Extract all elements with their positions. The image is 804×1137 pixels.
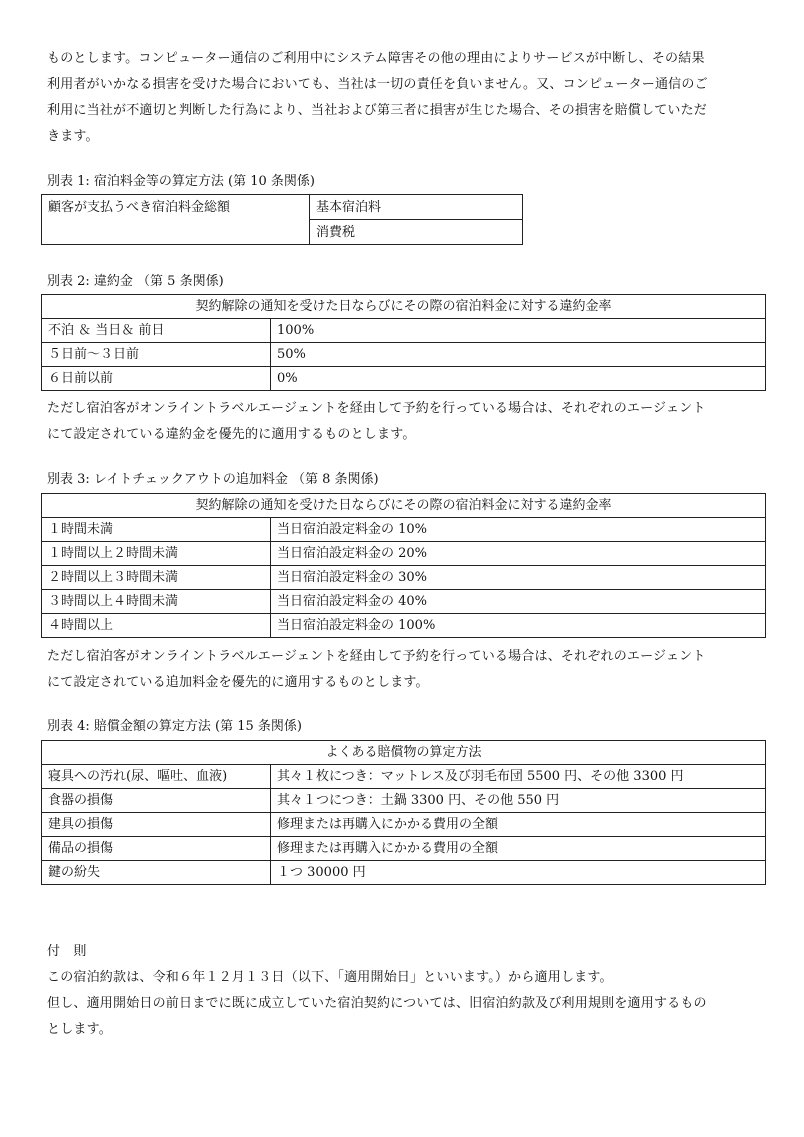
- table1-cell: 基本宿泊料: [310, 195, 523, 220]
- table4-label: 寝具への汚れ(尿、嘔吐、血液): [42, 765, 271, 789]
- table-row: [42, 319, 766, 343]
- table1-left-cell: 顧客が支払うべき宿泊料金総額: [42, 195, 310, 245]
- table-row: [42, 367, 766, 391]
- table2-value: 0%: [271, 367, 766, 391]
- table3-label: １時間未満: [42, 518, 271, 542]
- table3-label: １時間以上２時間未満: [42, 542, 271, 566]
- intro-line-3: 利用に当社が不適切と判断した行為により、当社および第三者に損害が生じた場合、その損害を賠償していただ: [47, 103, 708, 118]
- table2-caption: 別表 2: 違約金 （第 5 条関係): [47, 274, 224, 289]
- table2-label: 不泊 ＆ 当日＆ 前日: [42, 319, 271, 343]
- table2-value: 100%: [271, 319, 766, 343]
- table3-note-line-1: ただし宿泊客がオンライントラベルエージェントを経由して予約を行っている場合は、それぞれのエージェント: [47, 649, 706, 664]
- table4-value: 修理または再購入にかかる費用の全額: [271, 813, 766, 837]
- table4-value: 修理または再購入にかかる費用の全額: [271, 837, 766, 861]
- table-row: [42, 590, 766, 614]
- table4-label: 建具の損傷: [42, 813, 271, 837]
- table2-value: 50%: [271, 343, 766, 367]
- table4-header: よくある賠償物の算定方法: [42, 741, 766, 765]
- table3-label: ３時間以上４時間未満: [42, 590, 271, 614]
- intro-line-1: ものとします。コンピューター通信のご利用中にシステム障害その他の理由によりサービスが中断し、その結果: [47, 51, 705, 66]
- table-header-row: [42, 741, 766, 765]
- table4-label: 食器の損傷: [42, 789, 271, 813]
- table3-label: ２時間以上３時間未満: [42, 566, 271, 590]
- table2-label: ５日前～３日前: [42, 343, 271, 367]
- table-header-row: [42, 295, 766, 319]
- table3-caption: 別表 3: レイトチェックアウトの追加料金 （第 8 条関係): [47, 472, 379, 487]
- intro-line-2: 利用者がいかなる損害を受けた場合においても、当社は一切の責任を負いません。又、コンピューター通信のご: [47, 77, 708, 92]
- table4-value: 其々１つにつき：土鍋 3300 円、その他 550 円: [271, 789, 766, 813]
- table-row: [42, 542, 766, 566]
- table-header-row: [42, 494, 766, 518]
- supplement-heading: 付 則: [47, 944, 87, 959]
- table1-caption: 別表 1: 宿泊料金等の算定方法 (第 10 条関係): [47, 174, 315, 189]
- table-row: [42, 566, 766, 590]
- table-row: [42, 195, 523, 220]
- table-row: [42, 861, 766, 885]
- table3-value: 当日宿泊設定料金の 30%: [271, 566, 766, 590]
- table2: [41, 294, 766, 391]
- supplement-line-2: 但し、適用開始日の前日までに既に成立していた宿泊契約については、旧宿泊約款及び利用規則を適用するもの: [47, 996, 707, 1011]
- table1-cell: 消費税: [310, 220, 523, 245]
- table-row: [42, 837, 766, 861]
- table4-value: 其々１枚につき：マットレス及び羽毛布団 5500 円、その他 3300 円: [271, 765, 766, 789]
- table-row: [42, 813, 766, 837]
- table-row: [42, 343, 766, 367]
- table-row: [42, 614, 766, 638]
- table2-note-line-2: にて設定されている違約金を優先的に適用するものとします。: [47, 427, 416, 442]
- table1: [41, 194, 523, 245]
- table3-value: 当日宿泊設定料金の 100%: [271, 614, 766, 638]
- table-row: [42, 518, 766, 542]
- table2-header: 契約解除の通知を受けた日ならびにその際の宿泊料金に対する違約金率: [42, 295, 766, 319]
- table-row: [42, 765, 766, 789]
- supplement-line-1: この宿泊約款は、令和６年１２月１３日（以下、「適用開始日」といいます。）から適用します。: [47, 970, 613, 985]
- table4-label: 備品の損傷: [42, 837, 271, 861]
- table3-value: 当日宿泊設定料金の 10%: [271, 518, 766, 542]
- table3-header: 契約解除の通知を受けた日ならびにその際の宿泊料金に対する違約金率: [42, 494, 766, 518]
- table2-label: ６日前以前: [42, 367, 271, 391]
- table4: [41, 740, 766, 885]
- table2-note-line-1: ただし宿泊客がオンライントラベルエージェントを経由して予約を行っている場合は、それぞれのエージェント: [47, 401, 706, 416]
- table3: [41, 493, 766, 638]
- table3-value: 当日宿泊設定料金の 40%: [271, 590, 766, 614]
- intro-line-4: きます。: [47, 129, 99, 144]
- table3-value: 当日宿泊設定料金の 20%: [271, 542, 766, 566]
- table4-value: １つ 30000 円: [271, 861, 766, 885]
- supplement-line-3: とします。: [47, 1022, 112, 1037]
- table3-label: ４時間以上: [42, 614, 271, 638]
- table4-caption: 別表 4: 賠償金額の算定方法 (第 15 条関係): [47, 719, 302, 734]
- table-row: [42, 789, 766, 813]
- table4-label: 鍵の紛失: [42, 861, 271, 885]
- table3-note-line-2: にて設定されている追加料金を優先的に適用するものとします。: [47, 675, 429, 690]
